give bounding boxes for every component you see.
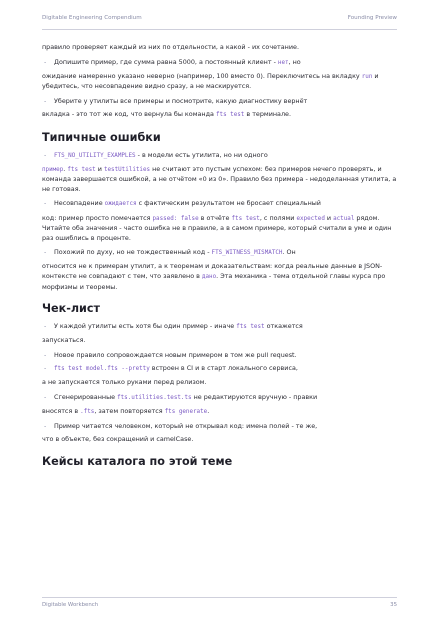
inline-code: fts test [215,111,245,118]
paragraph: правило проверяет каждый из них по отдельности, а какой - их сочетание. [42,43,299,51]
inline-code: дано [201,274,217,280]
paragraph: вносятся в .fts, затем повторяется fts generate. [42,406,210,415]
page-content [42,43,398,475]
inline-code: fts.utilities.test.ts [117,394,192,401]
list-item: - У каждой утилиты есть хотя бы один пример - иначе fts test откажется [42,322,398,333]
page-number: 35 [390,602,397,608]
page-footer [42,597,397,608]
inline-code: fts generate [164,408,208,415]
inline-code: expected [296,215,325,222]
inline-code: fts test [231,215,260,222]
paragraph: ожидание намеренно указано неверно (например, 100 вместо 0). Переключитесь на вкладку run и убедитесь, что несовпадение видно сразу, а не маскируется. [42,71,379,91]
list-item: - Уберите у утилиты все примеры и посмотрите, какую диагностику вернёт [42,97,398,107]
list-item: - Допишите пример, где сумма равна 5000, а постоянный клиент - нет, но [42,58,398,69]
inline-code: fts test [67,166,96,173]
inline-code: .fts [80,408,95,415]
inline-code: testUtilities [103,166,151,173]
page-header [42,15,397,30]
inline-code: passed: false [152,215,199,222]
list-item: - Несовпадение ожидается с фактическим результатом не бросает специальный [42,199,398,210]
list-item: - Сгенерированные fts.utilities.test.ts не редактируются вручную - правки [42,393,398,404]
inline-code: ожидается [104,201,137,208]
inline-code: fts test [236,324,265,331]
error-code: FTS_WITNESS_MISMATCH [211,250,283,257]
section-heading-common-mistakes: Типичные ошибки [42,130,161,144]
list-item: - Пример читается человеком, который не открывал код: имена полей - те же, [42,422,398,432]
section-heading-catalog-cases: Кейсы каталога по этой теме [42,455,233,469]
inline-code: fts test model.fts --pretty [54,365,150,372]
footer-title: Digitable Workbench [42,602,99,608]
inline-code: run [361,73,373,80]
paragraph: пример. fts test и testUtilities не считают это пустым успехом: без примеров нечего проверять, и команда завершается ошибкой, а не отчётом «0 из 0». Правило без примера - недоделанная утилита, а не готовая. [42,164,397,193]
inline-code: нет [277,59,289,66]
inline-code: actual [333,215,355,222]
header-title: Digitable Engineering Compendium [42,15,142,21]
paragraph: относится не к примерам утилит, а к теоремам и доказательствам: когда реальные данные в JSON-контексте не совпадают с тем, что заявлено в дано. Эта механика - тема отдельной главы курса про морфизмы и теоремы. [42,262,386,291]
inline-code: пример [42,166,64,173]
paragraph: запускаться. [42,336,86,345]
header-edition: Founding Preview [347,15,397,21]
paragraph: вкладка - это тот же код, что вернула бы команда fts test в терминале. [42,109,292,118]
paragraph: что в объекте, без сокращений и camelCase. [42,435,194,444]
list-item: - Похожий по духу, но не тождественный код - FTS_WITNESS_MISMATCH. Он [42,248,398,259]
paragraph: код: пример просто помечается passed: false в отчёте fts test, с полями expected и actual рядом. Читайте оба значения - часто ошибка не в правиле, а в самом примере, который считали в уме и один раз ошиблись в проценте. [42,213,392,242]
list-item: - FTS_NO_UTILITY_EXAMPLES - в модели есть утилита, но ни одного [42,151,398,162]
paragraph: а не запускается только руками перед релизом. [42,378,207,387]
section-heading-checklist: Чек-лист [42,302,101,316]
list-item: - Новое правило сопровождается новым примером в том же pull request. [42,351,398,361]
error-code: FTS_NO_UTILITY_EXAMPLES [54,152,136,159]
list-item: - fts test model.fts --pretty встроен в CI и в старт локального сервиса, [42,364,398,375]
